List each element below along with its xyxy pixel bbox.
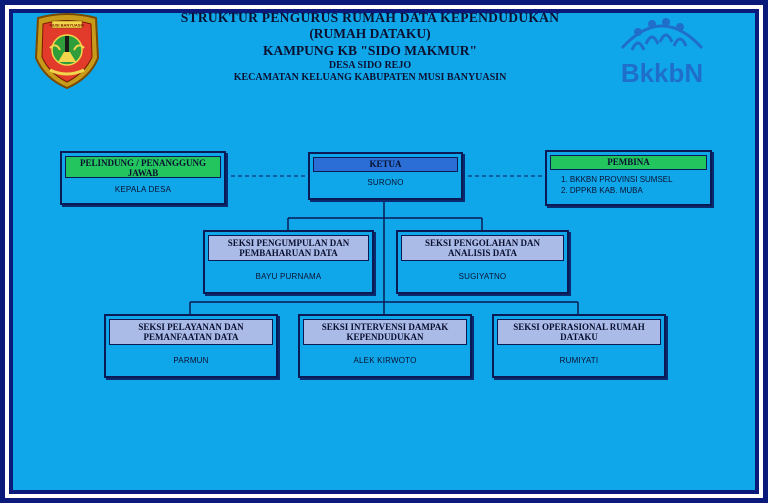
seksi-pelayanan-title: SEKSI PELAYANAN DAN PEMANFAATAN DATA [109,319,273,345]
title-line-1: STRUKTUR PENGURUS RUMAH DATA KEPENDUDUKAN [180,10,560,25]
seksi-operasional-title: SEKSI OPERASIONAL RUMAH DATAKU [497,319,661,345]
logo-left-text: MUSI BANYUASIN [49,22,85,28]
pembina-item: 1. BKKBN PROVINSI SUMSEL [561,175,673,184]
pembina-list [561,174,673,196]
seksi-intervensi-title: SEKSI INTERVENSI DAMPAK KEPENDUDUKAN [303,319,467,345]
pelindung-title: PELINDUNG / PENANGGUNG JAWAB [65,156,221,178]
seksi-intervensi-name: ALEK KIRWOTO [353,356,417,365]
seksi-pengolahan-title: SEKSI PENGOLAHAN DAN ANALISIS DATA [401,235,564,261]
pelindung-name: KEPALA DESA [114,185,172,194]
ketua-box [308,152,463,200]
ketua-name: SURONO [367,178,404,187]
seksi-pelayanan-name: PARMUN [173,356,209,365]
pelindung-box [60,151,226,205]
seksi-pengolahan-name: SUGIYATNO [458,272,507,281]
title-line-5: KECAMATAN KELUANG KABUPATEN MUSI BANYUASIN [233,72,507,83]
title-line-4: DESA SIDO REJO [328,60,412,71]
seksi-pengumpulan-title: SEKSI PENGUMPULAN DAN PEMBAHARUAN DATA [208,235,369,261]
bkkbn-wordmark: BkkbN [620,58,704,88]
seksi-operasional-name: RUMIYATI [559,356,599,365]
seksi-operasional-box [492,314,666,378]
seksi-intervensi-box [298,314,472,378]
seksi-pengumpulan-box [203,230,374,294]
pembina-item: 2. DPPKB KAB. MUBA [561,186,643,195]
title-line-2: (RUMAH DATAKU) [309,26,431,41]
seksi-pengumpulan-name: BAYU PURNAMA [255,272,322,281]
pembina-box [545,150,712,206]
ketua-title: KETUA [313,157,458,172]
seksi-pelayanan-box [104,314,278,378]
seksi-pengolahan-box [396,230,569,294]
title-line-3: KAMPUNG KB "SIDO MAKMUR" [262,43,478,58]
pembina-title: PEMBINA [550,155,707,170]
